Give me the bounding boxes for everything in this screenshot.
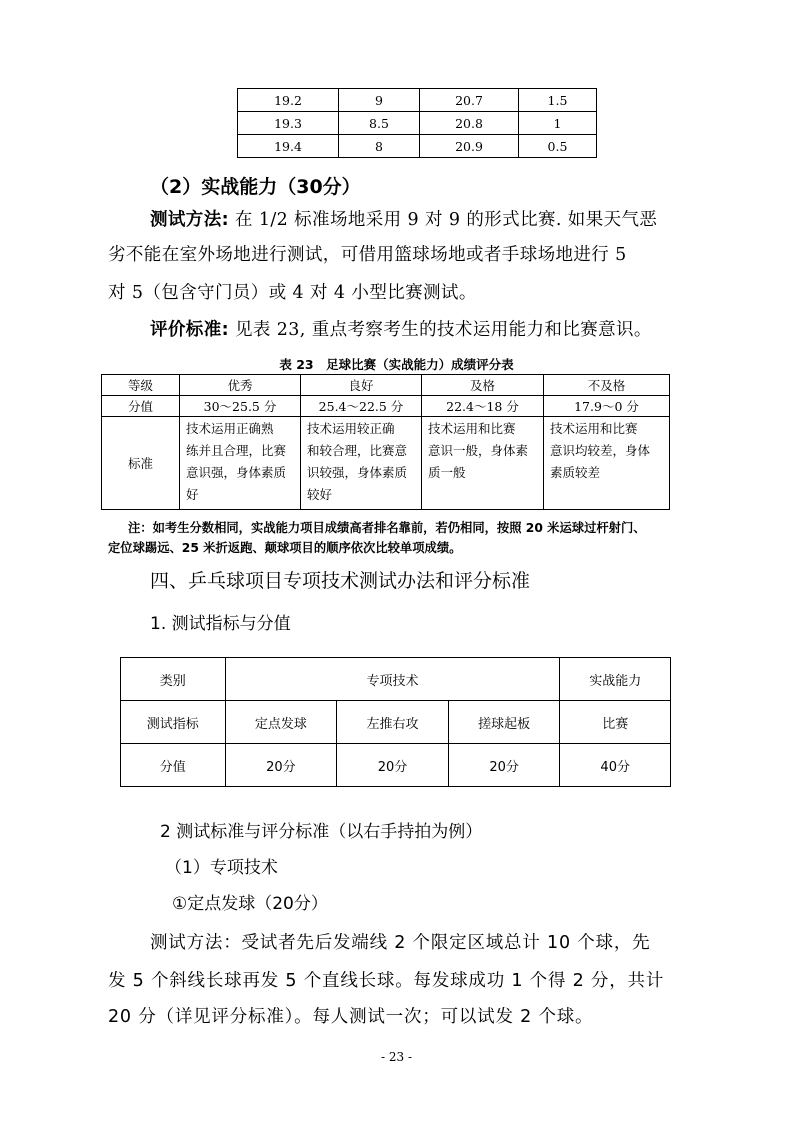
note-line-2: 定位球踢远、25 米折返跑、颠球项目的顺序依次比较单项成绩。: [108, 541, 462, 555]
table-cell: 8.5: [339, 112, 420, 135]
table-cell: 1.5: [519, 89, 597, 112]
method-text: 在 1/2 标准场地采用 9 对 9 的形式比赛. 如果天气恶: [229, 210, 658, 230]
table-cell: 比赛: [560, 701, 671, 744]
header-cell: 等级: [102, 375, 180, 396]
table-cell: 20分: [225, 744, 337, 787]
table-cell: 19.2: [238, 89, 339, 112]
table-cell: 8: [339, 135, 420, 158]
table-cell: 9: [339, 89, 420, 112]
score-table-continuation: [237, 88, 597, 158]
standard-cell: [422, 417, 544, 510]
table-cell: 20.8: [420, 112, 519, 135]
table-cell: 19.4: [238, 135, 339, 158]
note-line-1: 注：如考生分数相同，实战能力项目成绩高者排名靠前，若仍相同，按照 20 米运球过杆射门、: [128, 521, 646, 535]
standard-line: 识较强，身体素质: [307, 465, 408, 480]
table-cell: 30～25.5 分: [180, 396, 301, 417]
table-cell: 类别: [121, 658, 226, 701]
standard-line: 质一般: [428, 465, 466, 480]
standard-cell: [301, 417, 422, 510]
standard-line: 技术运用较正确: [307, 421, 395, 436]
table-row: [121, 744, 671, 787]
table-row: [121, 701, 671, 744]
section2-item: ①定点发球（20分）: [172, 894, 328, 914]
section-title: 四、乒乓球项目专项技术测试办法和评分标准: [150, 570, 531, 592]
standard-line: 技术运用正确熟: [186, 421, 274, 436]
test-method-line-3: 20 分（详见评分标准）。每人测试一次；可以试发 2 个球。: [108, 1007, 594, 1027]
table-cell: 左推右攻: [337, 701, 449, 744]
table-cell: 0.5: [519, 135, 597, 158]
table-cell: 实战能力: [560, 658, 671, 701]
table-cell: 22.4～18 分: [422, 396, 544, 417]
method-line-1: [150, 205, 750, 235]
standard-line: 较好: [307, 487, 333, 502]
header-cell: 优秀: [180, 375, 301, 396]
table-row: [238, 135, 597, 158]
table-header-row: [102, 375, 670, 396]
criteria-text: 见表 23, 重点考察考生的技术运用能力和比赛意识。: [229, 320, 652, 340]
subsection-title: 1. 测试指标与分值: [150, 614, 291, 634]
table-cell: 1: [519, 112, 597, 135]
method-line-3: 对 5（包含守门员）或 4 对 4 小型比赛测试。: [108, 283, 477, 303]
section2-title: 2 测试标准与评分标准（以右手持拍为例）: [160, 822, 483, 842]
standard-cell: [180, 417, 301, 510]
table-cell: 搓球起板: [448, 701, 560, 744]
table-cell: 20.7: [420, 89, 519, 112]
table-cell: 测试指标: [121, 701, 226, 744]
table-cell: 40分: [560, 744, 671, 787]
standard-cell: [544, 417, 670, 510]
header-cell: 良好: [301, 375, 422, 396]
table-cell: 分值: [102, 396, 180, 417]
combat-heading: （2）实战能力（30分）: [150, 176, 361, 198]
standard-line: 意识一般，身体素: [428, 443, 529, 458]
test-method-line-1: 测试方法：受试者先后发端线 2 个限定区域总计 10 个球，先: [150, 933, 651, 953]
table-row: [102, 417, 670, 510]
table-cell: 25.4～22.5 分: [301, 396, 422, 417]
standard-line: 素质较差: [550, 465, 601, 480]
standard-line: 和较合理，比赛意: [307, 443, 408, 458]
method-line-2: 劣不能在室外场地进行测试，可借用篮球场地或者手球场地进行 5: [108, 245, 627, 265]
table-caption: 表 23 足球比赛（实战能力）成绩评分表: [279, 357, 514, 372]
page-number: - 23 -: [380, 1050, 412, 1064]
table-row: [102, 396, 670, 417]
table-cell: 定点发球: [225, 701, 337, 744]
section2-sub: （1）专项技术: [165, 858, 278, 878]
standard-line: 意识均较差，身体: [550, 443, 651, 458]
standard-line: 意识强，身体素质: [186, 465, 287, 480]
table-row: [238, 112, 597, 135]
criteria-label: 评价标准:: [150, 320, 229, 340]
table-cell: 17.9～0 分: [544, 396, 670, 417]
standard-line: 技术运用和比赛: [428, 421, 516, 436]
method-label: 测试方法:: [150, 210, 229, 230]
table-row: [238, 89, 597, 112]
table-cell: 分值: [121, 744, 226, 787]
test-method-line-2: 发 5 个斜线长球再发 5 个直线长球。每发球成功 1 个得 2 分，共计: [108, 971, 665, 991]
standard-line: 好: [186, 487, 199, 502]
table-row: [121, 658, 671, 701]
standard-line: 技术运用和比赛: [550, 421, 638, 436]
header-cell: 及格: [422, 375, 544, 396]
table-cell: 专项技术: [225, 658, 560, 701]
header-cell: 不及格: [544, 375, 670, 396]
table-tennis-table: [120, 657, 671, 787]
standard-line: 练并且合理，比赛: [186, 443, 287, 458]
table-cell: 20分: [448, 744, 560, 787]
table-cell: 20.9: [420, 135, 519, 158]
evaluation-table: [101, 374, 670, 510]
table-cell: 19.3: [238, 112, 339, 135]
criteria-line: [150, 315, 652, 345]
table-cell: 标准: [102, 417, 180, 510]
table-cell: 20分: [337, 744, 449, 787]
